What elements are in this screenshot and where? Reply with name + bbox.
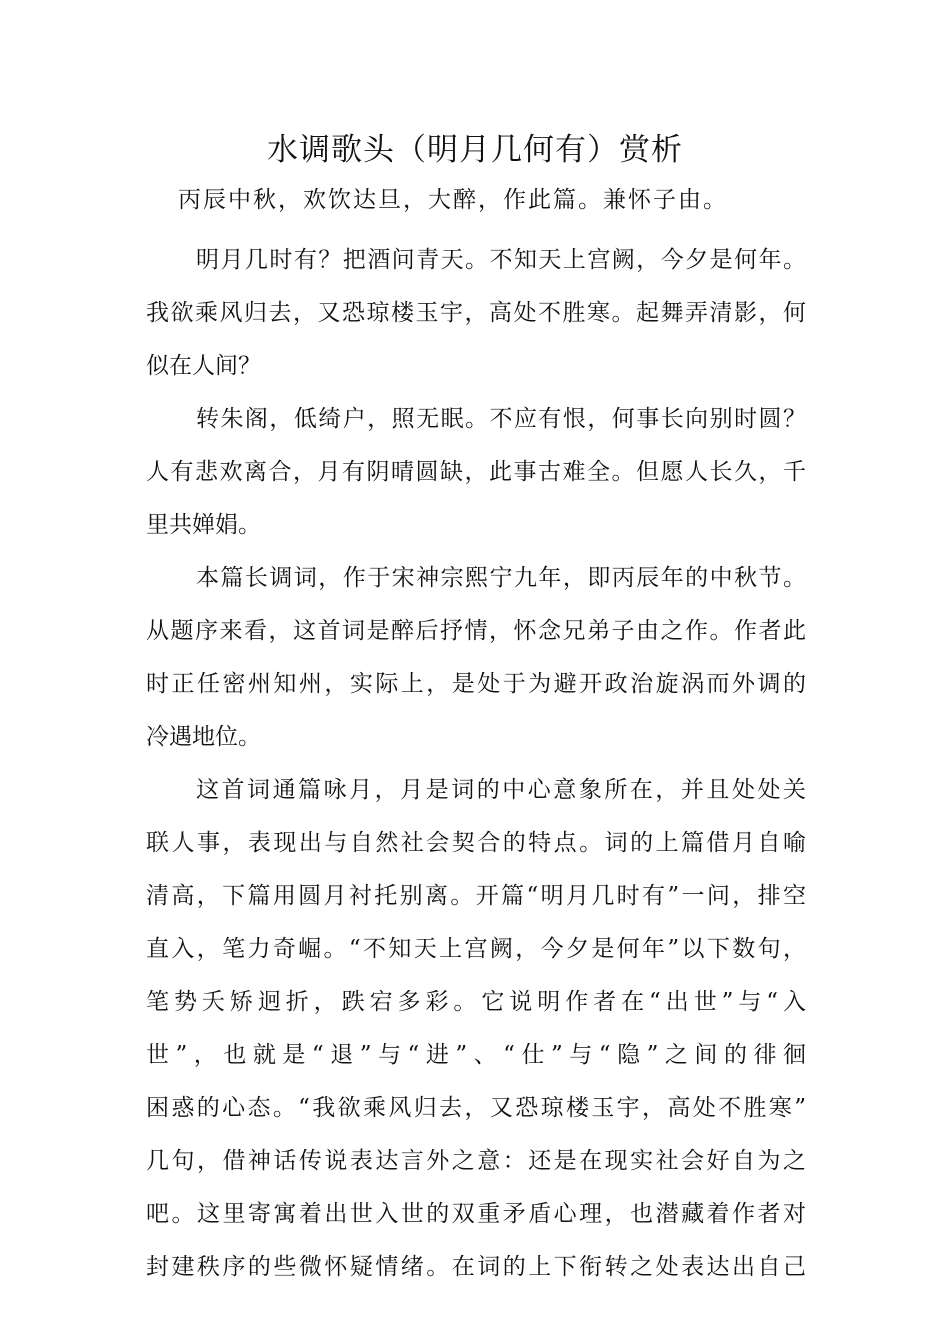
text-line: 本篇长调词，作于宋神宗熙宁九年，即丙辰年的中秋节。 <box>196 565 806 591</box>
analysis-paragraph-moon-imagery <box>146 764 806 1294</box>
text-line: 从题序来看，这首词是醉后抒情，怀念兄弟子由之作。作者此 <box>146 618 806 644</box>
text-line: 几句，借神话传说表达言外之意：还是在现实社会好自为之 <box>146 1148 806 1174</box>
text-line: 吧。这里寄寓着出世入世的双重矛盾心理，也潜藏着作者对 <box>146 1201 806 1227</box>
text-line: 冷遇地位。 <box>146 724 261 750</box>
text-line: 转朱阁，低绮户，照无眠。不应有恨，何事长向别时圆？ <box>196 406 806 432</box>
text-line: 世”，也就是“退”与“进”、“仕”与“隐”之间的徘徊 <box>146 1042 806 1068</box>
text-line: 直入，笔力奇崛。“不知天上宫阙，今夕是何年”以下数句， <box>146 936 806 962</box>
document-title: 水调歌头（明月几何有）赏析 <box>267 132 683 168</box>
text-line: 时正任密州知州，实际上，是处于为避开政治旋涡而外调的 <box>146 671 806 697</box>
text-line: 封建秩序的些微怀疑情绪。在词的上下衔转之处表达出自己 <box>146 1254 806 1280</box>
document-body <box>146 234 806 1294</box>
text-line: 人有悲欢离合，月有阴晴圆缺，此事古难全。但愿人长久，千 <box>146 459 806 485</box>
text-line: 似在人间？ <box>146 353 261 379</box>
text-line: 困惑的心态。“我欲乘风归去，又恐琼楼玉宇，高处不胜寒” <box>146 1095 806 1121</box>
text-line: 我欲乘风归去，又恐琼楼玉宇，高处不胜寒。起舞弄清影，何 <box>146 300 806 326</box>
text-line: 联人事，表现出与自然社会契合的特点。词的上篇借月自喻 <box>146 830 806 856</box>
text-line: 明月几时有？把酒问青天。不知天上宫阙，今夕是何年。 <box>196 247 806 273</box>
text-line: 里共婵娟。 <box>146 512 261 538</box>
text-line: 这首词通篇咏月，月是词的中心意象所在，并且处处关 <box>196 777 806 803</box>
poem-stanza-1 <box>146 234 806 393</box>
text-line: 清高，下篇用圆月衬托别离。开篇“明月几时有”一问，排空 <box>146 883 806 909</box>
poem-preface: 丙辰中秋，欢饮达旦，大醉，作此篇。兼怀子由。 <box>178 187 728 213</box>
text-line: 笔势夭矫迥折，跌宕多彩。它说明作者在“出世”与“入 <box>146 989 806 1015</box>
analysis-paragraph-background <box>146 552 806 764</box>
poem-stanza-2 <box>146 393 806 552</box>
